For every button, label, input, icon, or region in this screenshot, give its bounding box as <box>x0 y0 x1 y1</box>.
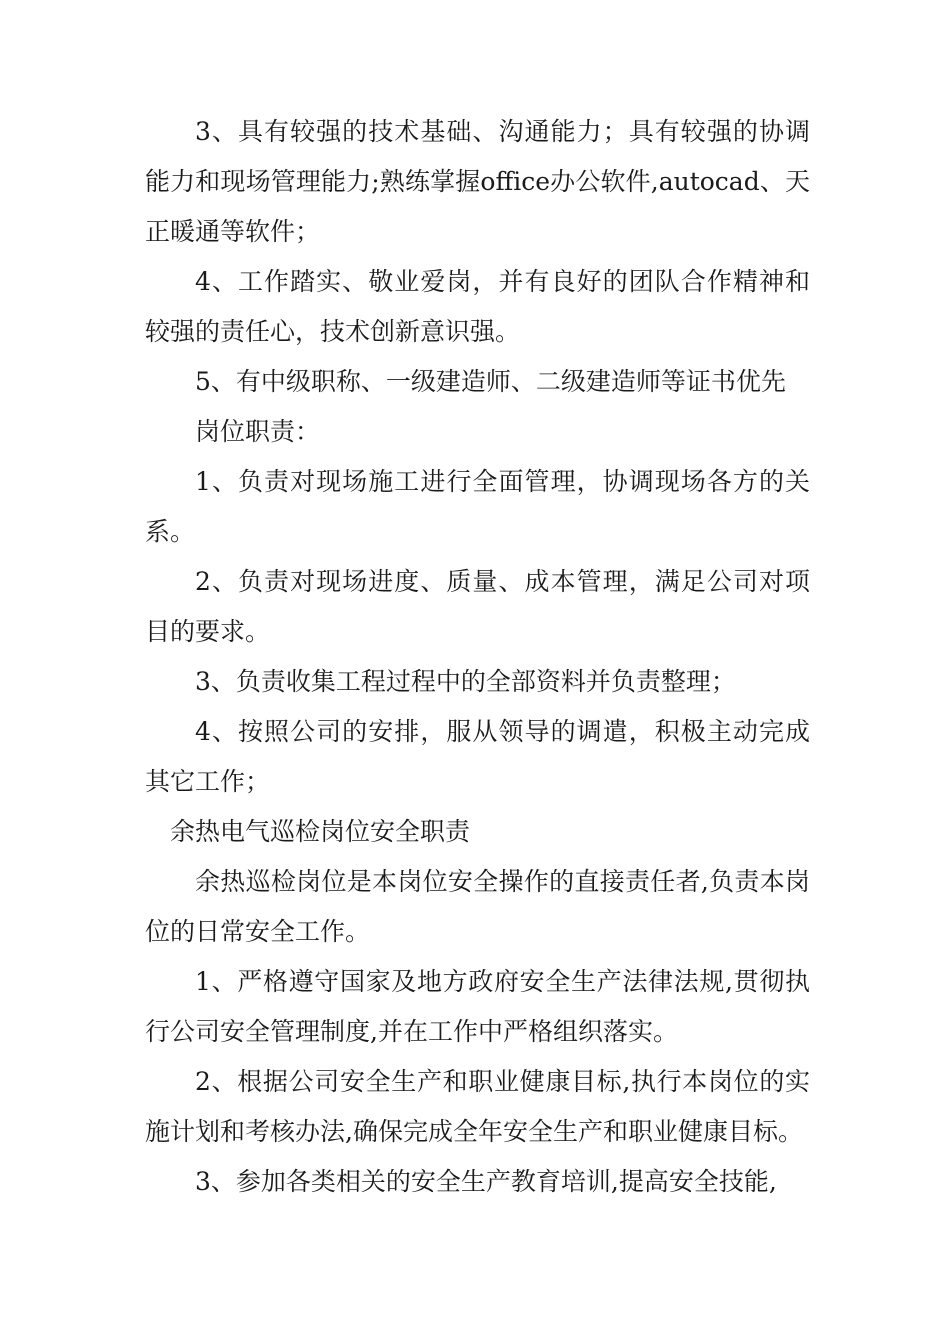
requirement-item-4: 4、工作踏实、敬业爱岗，并有良好的团队合作精神和较强的责任心，技术创新意识强。 <box>145 267 810 346</box>
duty-item-2: 2、负责对现场进度、质量、成本管理，满足公司对项目的要求。 <box>145 567 810 646</box>
section-label-duties: 岗位职责： <box>195 417 321 446</box>
safety-item-1: 1、严格遵守国家及地方政府安全生产法律法规,贯彻执行公司安全管理制度,并在工作中严格组织落实。 <box>145 967 810 1046</box>
duty-item-4: 4、按照公司的安排，服从领导的调遣，积极主动完成其它工作； <box>145 717 810 796</box>
duty-item-1: 1、负责对现场施工进行全面管理，协调现场各方的关系。 <box>145 467 810 546</box>
safety-item-2: 2、根据公司安全生产和职业健康目标,执行本岗位的实施计划和考核办法,确保完成全年安全生产和职业健康目标。 <box>145 1067 810 1146</box>
section-title: 余热电气巡检岗位安全职责 <box>170 817 471 846</box>
intro-paragraph: 余热巡检岗位是本岗位安全操作的直接责任者,负责本岗位的日常安全工作。 <box>145 867 810 946</box>
requirement-item-5: 5、有中级职称、一级建造师、二级建造师等证书优先 <box>195 367 786 396</box>
document-body <box>145 107 810 1207</box>
safety-item-3: 3、参加各类相关的安全生产教育培训,提高安全技能, <box>195 1167 777 1196</box>
requirement-item-3: 3、具有较强的技术基础、沟通能力；具有较强的协调能力和现场管理能力;熟练掌握office办公软件,autocad、天正暖通等软件； <box>145 117 810 246</box>
duty-item-3: 3、负责收集工程过程中的全部资料并负责整理； <box>195 667 736 696</box>
